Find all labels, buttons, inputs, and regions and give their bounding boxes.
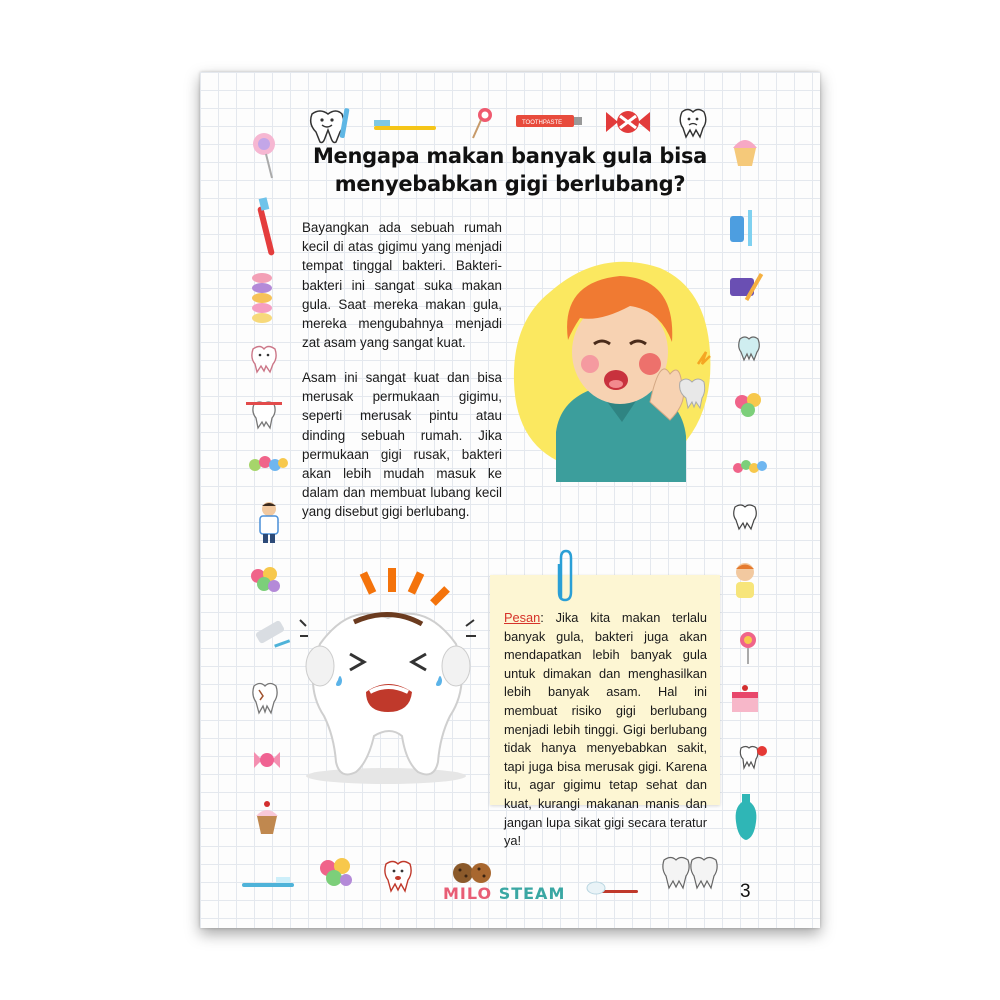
lollipop-icon xyxy=(468,106,494,140)
brand-part1: MILO xyxy=(443,884,493,903)
tooth-brushing-icon xyxy=(244,398,284,434)
toothpaste-tube-icon xyxy=(252,612,292,652)
child-brushing-teeth-icon xyxy=(730,560,760,600)
brushing-tools-icon xyxy=(726,270,766,304)
paragraph-1: Bayangkan ada sebuah rumah kecil di atas gigimu yang menjadi tempat tinggal bakteri. Bakteri-bakteri ini sangat suka makan gula. Saat mereka makan gula, mereka mengubahnya menjadi zat asam yang sangat kuat. xyxy=(302,220,502,351)
note-body: : Jika kita makan terlalu banyak gula, bakteri juga akan mendapatkan lebih banyak gula untuk dimakan dan menghasilkan lebih banyak asam. Hal ini membuat risiko gigi berlubang menjadi lebih tinggi. Gigi berlubang tidak hanya menyebabkan sakit, tapi juga bisa merusak gigi. Karena itu, agar gigimu tetap sehat dan kuat, kurangi makanan manis dan jangan lupa sikat gigi secara teratur ya! xyxy=(504,610,707,849)
macarons-icon xyxy=(250,272,274,326)
toothbrush-icon xyxy=(240,874,296,892)
candy-bouquet-icon xyxy=(248,566,282,600)
sad-tooth-icon xyxy=(674,106,712,140)
note-label: Pesan xyxy=(504,610,541,625)
page-title: Mengapa makan banyak gula bisa menyebabkan gigi berlubang? xyxy=(312,144,708,196)
paragraph-2: Asam ini sangat kuat dan bisa merusak permukaan gigimu, seperti merusak pintu atau dinding sebuah rumah. Jika permukaan gigi rusak, bakteri akan lebih mudah masuk ke dalam dan membuat lubang kecil yang disebut gigi berlubang. xyxy=(302,370,502,520)
worksheet-page xyxy=(200,72,820,928)
cupcake-icon xyxy=(252,798,282,836)
note-text xyxy=(504,609,707,851)
happy-tooth-toothbrush-icon xyxy=(306,106,352,146)
lollipop-icon xyxy=(738,630,758,666)
toothbrush-foam-icon xyxy=(586,880,640,898)
lollipop-icon xyxy=(250,130,284,182)
toothpaste-label: TOOTHPASTE xyxy=(522,120,563,126)
crying-tooth-illustration xyxy=(290,566,480,786)
toothpaste-icon xyxy=(514,112,584,130)
candy-bouquet-icon xyxy=(316,856,356,894)
mouthwash-icon xyxy=(730,792,762,842)
wrapped-candy-icon xyxy=(604,108,652,136)
cake-icon xyxy=(728,682,762,716)
candy-bouquet-icon xyxy=(732,390,768,424)
brand-logo xyxy=(443,884,573,903)
toothbrush-icon xyxy=(370,116,440,138)
brand-part2: STEAM xyxy=(498,884,566,903)
boy-toothache-illustration xyxy=(510,252,720,482)
hurting-tooth-icon xyxy=(382,858,414,894)
candy-pile-icon xyxy=(730,456,770,476)
cookies-icon xyxy=(452,860,492,886)
toothbrush-icon xyxy=(254,196,278,258)
dentist-icon xyxy=(256,500,282,544)
sad-tooth-icon xyxy=(730,502,760,532)
note-card xyxy=(490,575,720,849)
tooth-friends-icon xyxy=(658,854,724,892)
candies-icon xyxy=(248,454,288,476)
page-number: 3 xyxy=(740,881,751,902)
tooth-icon xyxy=(736,334,762,362)
toothbrush-toothpaste-icon xyxy=(726,206,766,248)
cracked-tooth-icon xyxy=(250,680,280,716)
wrapped-candy-icon xyxy=(252,748,282,772)
broken-tooth-icon xyxy=(248,344,280,374)
tooth-warning-icon xyxy=(738,744,768,770)
paperclip-icon xyxy=(556,548,574,604)
